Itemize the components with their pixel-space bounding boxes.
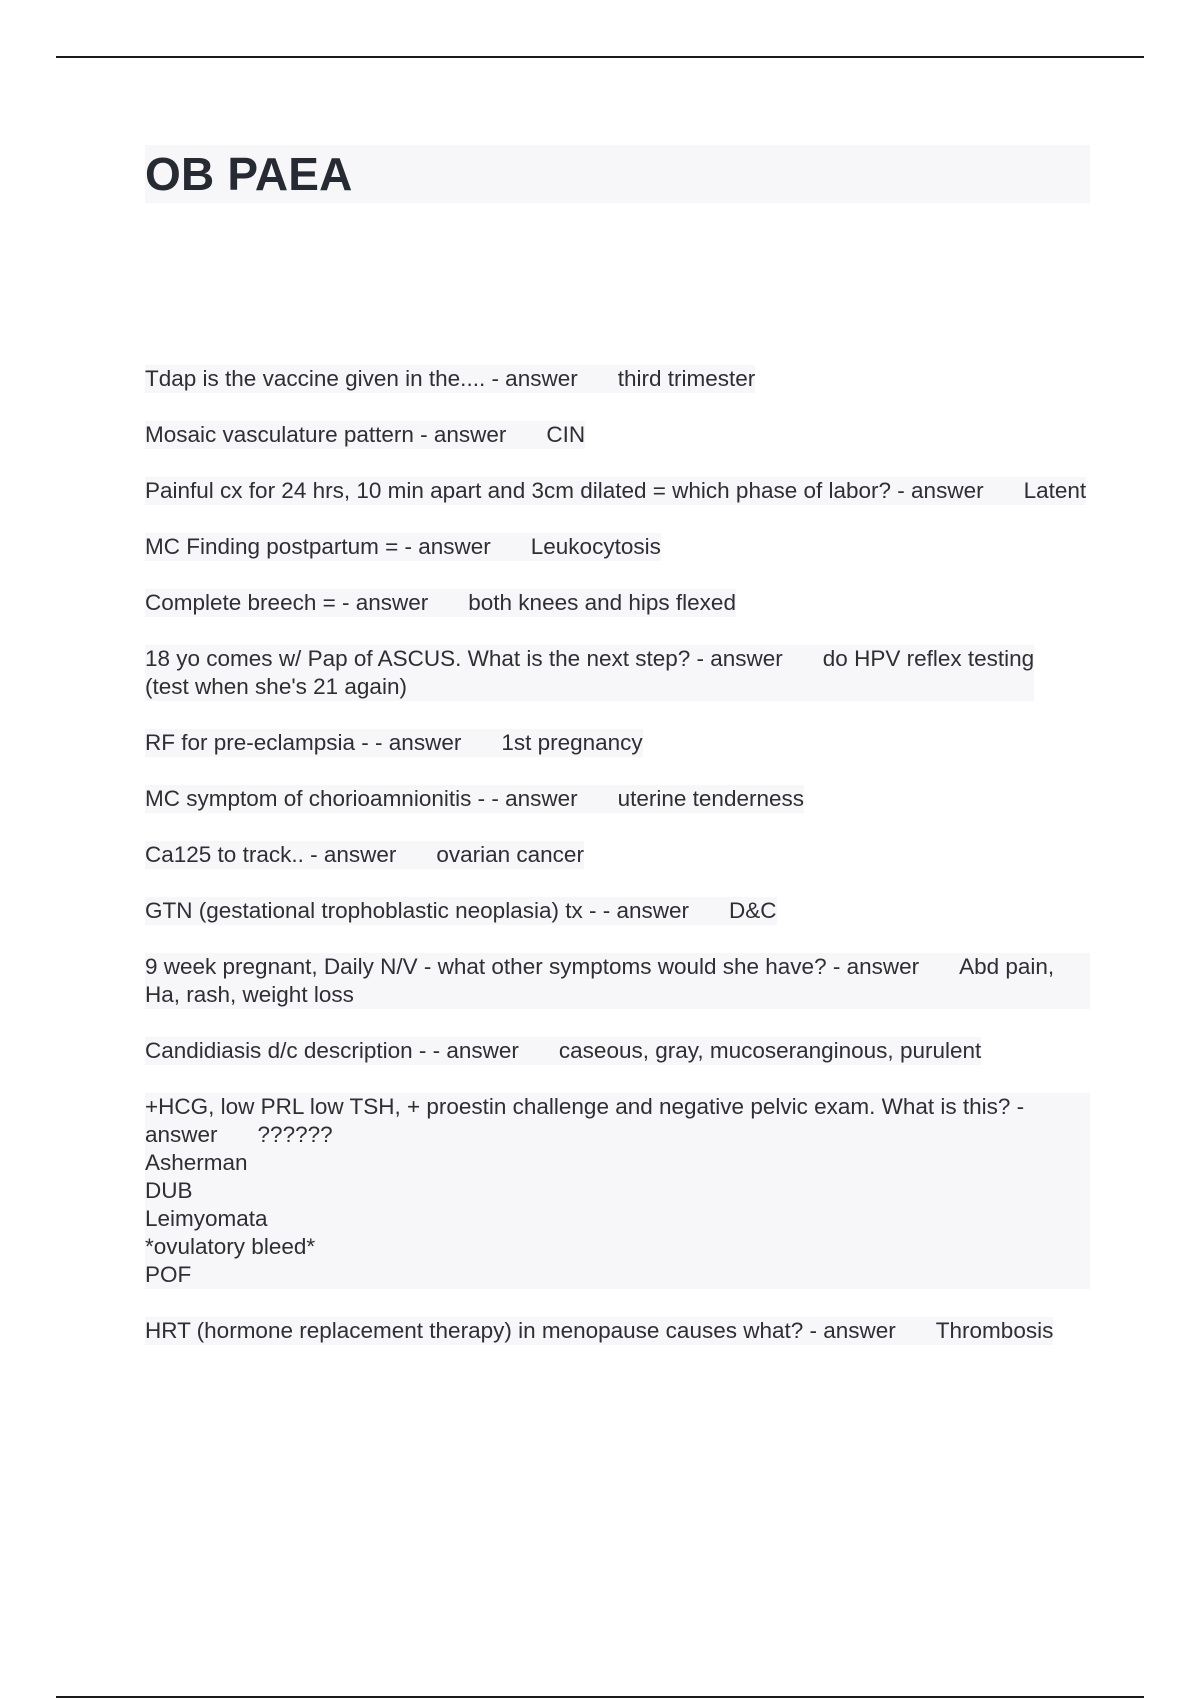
answer-text: CIN — [546, 422, 586, 447]
answer-text: both knees and hips flexed — [468, 590, 736, 615]
question-text: Complete breech = - answer — [145, 590, 429, 615]
question-text: Painful cx for 24 hrs, 10 min apart and 3cm dilated = which phase of labor? - answer — [145, 478, 984, 503]
qa-item — [145, 1317, 1090, 1345]
answer-text: ovarian cancer — [436, 842, 584, 867]
answer-text: D&C — [729, 898, 777, 923]
answer-text: uterine tenderness — [617, 786, 804, 811]
question-text: Tdap is the vaccine given in the.... - answer — [145, 366, 578, 391]
answer-text: ?????? Asherman DUB Leimyomata *ovulatory bleed* POF — [145, 1122, 333, 1287]
question-text: MC Finding postpartum = - answer — [145, 534, 491, 559]
top-rule — [56, 56, 1144, 58]
qa-item — [145, 785, 1090, 813]
answer-text: Thrombosis — [935, 1318, 1054, 1343]
qa-item — [145, 729, 1090, 757]
qa-item — [145, 841, 1090, 869]
question-text: Candidiasis d/c description - - answer — [145, 1038, 519, 1063]
answer-text: Leukocytosis — [530, 534, 661, 559]
qa-item — [145, 477, 1090, 505]
qa-item — [145, 1037, 1090, 1065]
question-text: +HCG, low PRL low TSH, + proestin challenge and negative pelvic exam. What is this? - answer — [145, 1094, 1031, 1147]
question-text: Ca125 to track.. - answer — [145, 842, 397, 867]
qa-item — [145, 533, 1090, 561]
qa-item — [145, 1093, 1090, 1289]
qa-list — [145, 365, 1090, 1373]
question-text: 18 yo comes w/ Pap of ASCUS. What is the next step? - answer — [145, 646, 783, 671]
answer-text: Latent — [1023, 478, 1087, 503]
answer-text: caseous, gray, mucoseranginous, purulent — [558, 1038, 982, 1063]
qa-item — [145, 897, 1090, 925]
answer-text: do HPV reflex testing (test when she's 21 again) — [145, 646, 1035, 699]
question-text: 9 week pregnant, Daily N/V - what other symptoms would she have? - answer — [145, 954, 920, 979]
bottom-rule — [56, 1696, 1144, 1698]
qa-item — [145, 421, 1090, 449]
qa-item — [145, 953, 1090, 1009]
answer-text: third trimester — [617, 366, 756, 391]
question-text: RF for pre-eclampsia - - answer — [145, 730, 462, 755]
document-title: OB PAEA — [145, 148, 353, 200]
question-text: GTN (gestational trophoblastic neoplasia) tx - - answer — [145, 898, 689, 923]
question-text: MC symptom of chorioamnionitis - - answer — [145, 786, 578, 811]
question-text: Mosaic vasculature pattern - answer — [145, 422, 507, 447]
answer-text: 1st pregnancy — [501, 730, 643, 755]
qa-item — [145, 589, 1090, 617]
qa-item — [145, 645, 1090, 701]
answer-text: Abd pain, Ha, rash, weight loss — [145, 954, 1061, 1007]
question-text: HRT (hormone replacement therapy) in menopause causes what? - answer — [145, 1318, 896, 1343]
qa-item — [145, 365, 1090, 393]
